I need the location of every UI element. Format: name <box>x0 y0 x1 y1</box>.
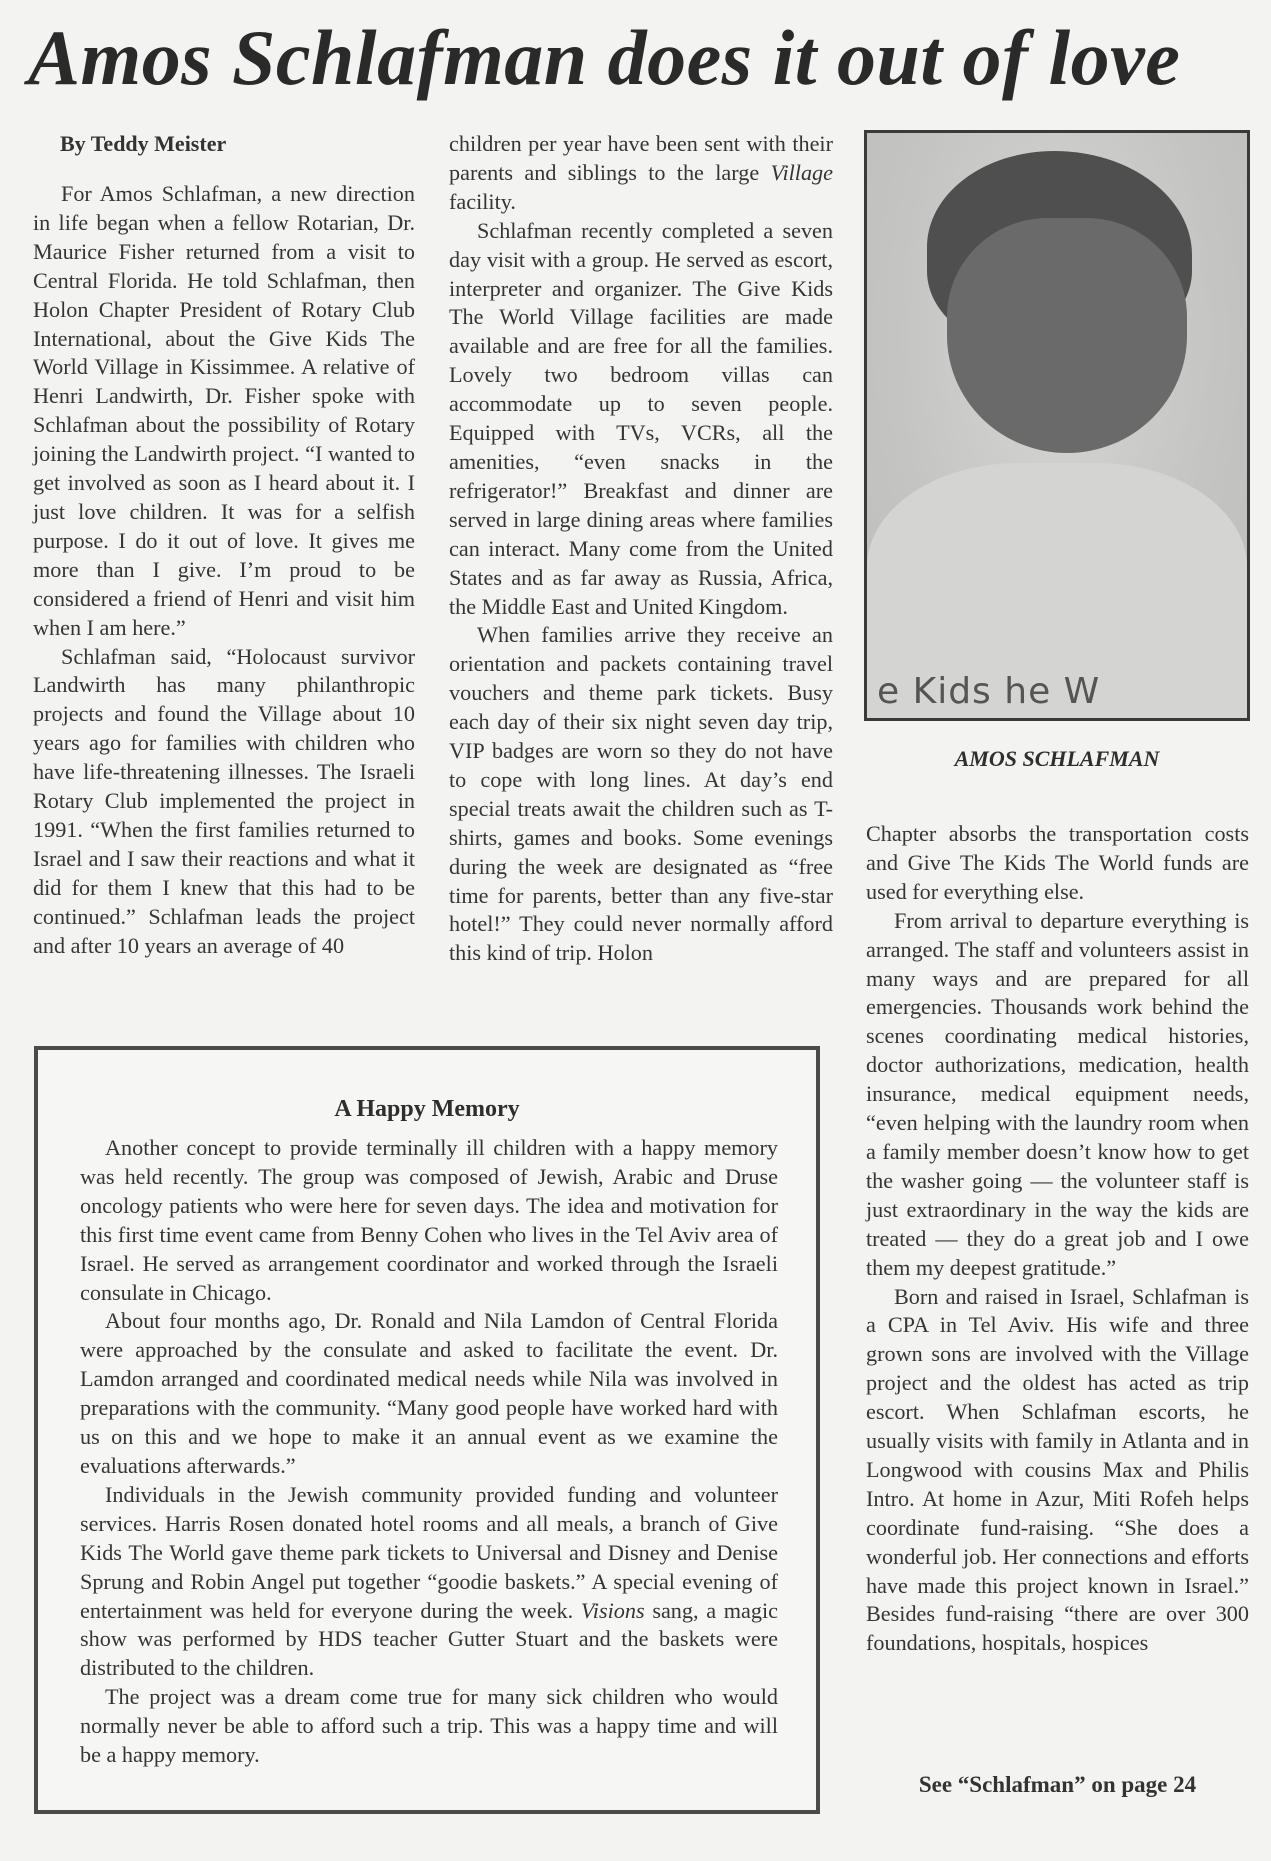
article-paragraph-continuation: Chapter absorbs the transportation costs and Give The Kids The World funds are used for everything else. <box>866 821 1249 904</box>
photo-face <box>947 218 1187 453</box>
article-paragraph: Schlafman said, “Holocaust survivor Landwirth has many philanthropic projects and found the Village about 10 years ago for families with children who have life-threatening illnesses. The Israeli Rotary Club implemented the project in 1991. “When the first families returned to Israel and I saw their reactions and what it did for them I knew that this had to be continued.” Schlafman leads the project and after 10 years an average of 40 <box>33 643 415 958</box>
article-paragraph: When families arrive they receive an orientation and packets containing travel vouchers and theme park tickets. Busy each day of their six night seven day trip, VIP badges are worn so they do not have to cope with long lines. At day’s end special treats await the children such as T-shirts, games and books. Some evenings during the week are designated as “free time for parents, better than any five-star hotel!” They could never normally afford this kind of trip. Holon <box>449 622 833 966</box>
sidebar-paragraph: About four months ago, Dr. Ronald and Nila Lamdon of Central Florida were approached by the consulate and asked to facilitate the event. Dr. Lamdon arranged and coordinated medical needs while Nila was involved in preparations with the community. “Many good people have worked hard with us on this and we hope to make it an annual event as we examine the evaluations afterwards.” <box>80 1308 778 1478</box>
article-paragraph: For Amos Schlafman, a new direction in life began when a fellow Rotarian, Dr. Maurice Fisher returned from a visit to Central Florida. He told Schlafman, then Holon Chapter President of Rotary Club International, about the Give Kids The World Village in Kissimmee. A relative of Henri Landwirth, Dr. Fisher spoke with Schlafman about the possibility of Rotary joining the Landwirth project. “I wanted to get involved as soon as I heard about it. I just love children. It was for a selfish purpose. I do it out of love. It gives me more than I give. I’m proud to be considered a friend of Henri and visit him when I am here.” <box>33 181 415 640</box>
photo-caption: AMOS SCHLAFMAN <box>954 746 1160 771</box>
sidebar-paragraph <box>80 1481 778 1683</box>
article-paragraph: Schlafman recently completed a seven day visit with a group. He served as escort, interpreter and organizer. The Give Kids The World Village facilities are made available and are free for all the families. Lovely two bedroom villas can accommodate up to seven people. Equipped with TVs, VCRs, all the amenities, “even snacks in the refrigerator!” Breakfast and dinner are served in large dining areas where families can interact. Many come from the United States and as far away as Russia, Africa, the Middle East and United Kingdom. <box>449 217 833 619</box>
headline: Amos Schlafman does it out of love <box>28 14 1181 101</box>
continuation-text: children per year have been sent with their parents and siblings to the large <box>449 131 833 185</box>
sidebar-title: A Happy Memory <box>334 1096 520 1122</box>
sidebar-paragraph: The project was a dream come true for many sick children who would normally never be able to afford such a trip. This was a happy time and will be a happy memory. <box>80 1684 778 1768</box>
article-paragraph: Born and raised in Israel, Schlafman is a CPA in Tel Aviv. His wife and three grown sons are involved with the Village project and the oldest has acted as trip escort. When Schlafman escorts, he usually visits with family in Atlanta and in Longwood with cousins Max and Philis Intro. At home in Azur, Miti Rofeh helps coordinate fund-raising. “She does a wonderful job. Her connections and efforts have made this project known in Israel.” Besides fund-raising “there are over 300 foundations, hospitals, hospices <box>866 1283 1249 1656</box>
continuation-text-end: facility. <box>449 188 516 214</box>
sidebar-paragraph-tail: sang, a magic show was performed by HDS teacher Gutter Stuart and the baskets were distributed to the children. <box>80 1597 778 1681</box>
italic-village: Village <box>770 159 833 185</box>
sidebar-paragraph-text: Individuals in the Jewish community provided funding and volunteer services. Harris Rosen donated hotel rooms and all meals, a branch of Give Kids The World gave theme park tickets to Universal and Disney and Denise Sprung and Robin Angel put together “goodie baskets.” A special evening of entertainment was held for everyone during the week. <box>80 1481 778 1623</box>
article-column-1 <box>33 130 415 960</box>
sidebar-paragraph: Another concept to provide terminally ill children with a happy memory was held recently. The group was composed of Jewish, Arabic and Druse oncology patients who were here for seven days. The idea and motivation for this first time event came from Benny Cohen who lives in the Tel Aviv area of Israel. He served as arrangement coordinator and worked through the Israeli consulate in Chicago. <box>80 1135 778 1305</box>
byline: By Teddy Meister <box>60 131 227 156</box>
article-paragraph: From arrival to departure everything is arranged. The staff and volunteers assist in many ways and are prepared for all emergencies. Thousands work behind the scenes coordinating medical histories, doctor authorizations, medication, health insurance, medical equipment needs, “even helping with the laundry room when a family member doesn’t know how to get the washer going — the volunteer staff is just extraordinary in the way the kids are treated — they do a great job and I owe them my deepest gratitude.” <box>866 907 1249 1280</box>
article-paragraph-continuation <box>449 130 833 217</box>
sidebar-box <box>34 1046 820 1814</box>
sidebar-body <box>80 1134 778 1770</box>
continued-on-page-line: See “Schlafman” on page 24 <box>918 1772 1197 1797</box>
italic-visions: Visions <box>580 1597 645 1623</box>
photo-shirt-text: e Kids he W <box>877 671 1101 712</box>
article-column-2 <box>449 130 833 968</box>
portrait-photo <box>864 130 1250 721</box>
article-column-3 <box>866 820 1249 1658</box>
